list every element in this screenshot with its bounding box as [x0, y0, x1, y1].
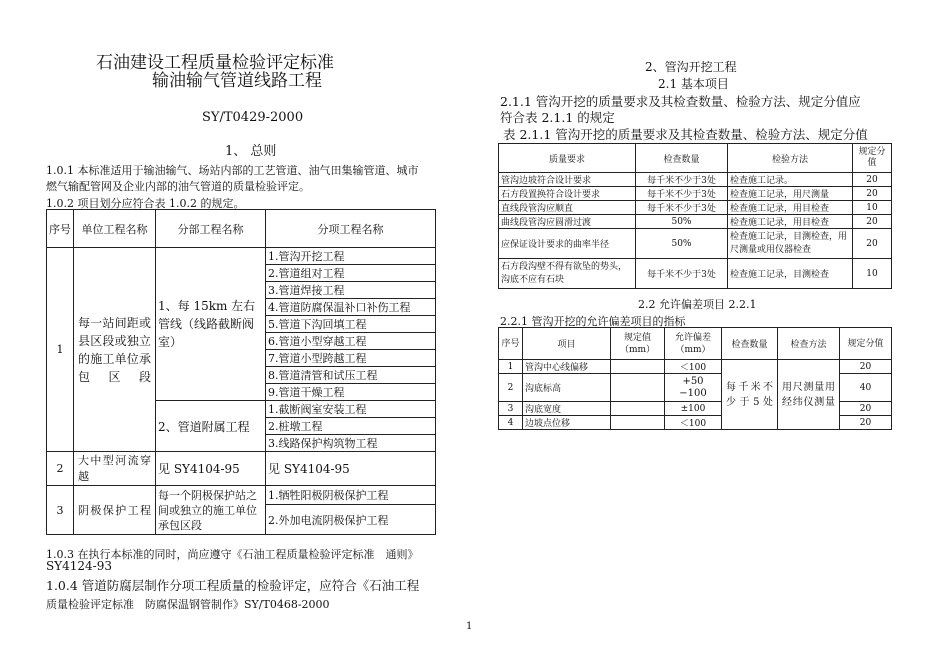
t1-cell: 50% — [636, 229, 728, 259]
t1-header: 质量要求 — [499, 144, 636, 173]
row1-item: 3.线路保护构筑物工程 — [266, 435, 436, 452]
para-1-0-3-a: 1.0.3 在执行本标准的同时，尚应遵守《石油工程质量检验评定标准 通则》 — [46, 548, 419, 561]
para-2-1-1-a: 2.1.1 管沟开挖的质量要求及其检查数量、检验方法、规定分值应 — [500, 94, 861, 109]
t2-cell: ±100 — [665, 402, 722, 416]
t2-header: 序号 — [499, 328, 523, 360]
row1-unit: 每一站间距或县区段或独立的施工单位承包区段 — [74, 248, 156, 452]
row3-no: 3 — [47, 486, 74, 535]
para-1-0-3-b: SY4124-93 — [46, 559, 113, 573]
t1-cell: 检查施工记录，用目检查 — [728, 201, 853, 215]
t2-cell: 1 — [499, 360, 523, 374]
t2-cell: 边坡点位移 — [523, 416, 611, 430]
t1-cell: 20 — [853, 187, 892, 201]
row1-item: 2.管道组对工程 — [266, 265, 436, 282]
t2-cell: 20 — [840, 402, 892, 416]
t1-cell: 每千米不少于3处 — [636, 173, 728, 187]
t2-header: 检查方法 — [778, 328, 840, 360]
t1-header: 规定分值 — [853, 144, 892, 173]
t1-cell: 20 — [853, 229, 892, 259]
row3-unit: 阴极保护工程 — [74, 486, 156, 535]
row2-part: 见 SY4104-95 — [156, 452, 266, 486]
t2-check-count: 每千米不少于5处 — [722, 360, 778, 430]
header-no: 序号 — [47, 210, 74, 248]
table-2-1-1-caption: 表 2.1.1 管沟开挖的质量要求及其检查数量、检验方法、规定分值 — [503, 127, 868, 142]
t2-header: 规定分值 — [840, 328, 892, 360]
table-2-2-1 — [498, 327, 892, 430]
row2-no: 2 — [47, 452, 74, 486]
t2-cell — [611, 402, 665, 416]
t1-cell: 检查施工记录，用尺测量 — [728, 187, 853, 201]
row1-item: 4.管道防腐保温补口补伤工程 — [266, 299, 436, 316]
row1-part2: 2、管道附属工程 — [156, 401, 266, 452]
row3-part: 每一个阴极保护站之间或独立的施工单位承包区段 — [156, 486, 266, 535]
row3-item: 2.外加电流阴极保护工程 — [266, 505, 436, 535]
para-1-0-1-a: 1.0.1 本标准适用于输油输气、场站内部的工艺管道、油气田集输管道、城市 — [46, 164, 419, 177]
header-part: 分部工程名称 — [156, 210, 266, 248]
t1-cell: 每千米不少于3处 — [636, 187, 728, 201]
row1-item: 1.管沟开挖工程 — [266, 248, 436, 265]
row1-item: 9.管道干燥工程 — [266, 384, 436, 401]
para-1-0-1-b: 燃气输配管网及企业内部的油气管道的质量检验评定。 — [46, 180, 310, 193]
row1-item: 1.截断阀室安装工程 — [266, 401, 436, 418]
t1-cell: 曲线段管沟应圆滑过渡 — [499, 215, 636, 229]
section-heading-1: 1、 总则 — [225, 144, 277, 159]
doc-title-line1: 石油建设工程质量检验评定标准 — [96, 53, 334, 73]
t1-cell: 10 — [853, 259, 892, 289]
t2-header: 项目 — [523, 328, 611, 360]
t2-cell: 管沟中心线偏移 — [523, 360, 611, 374]
t2-cell — [611, 416, 665, 430]
row1-item: 3.管道焊接工程 — [266, 282, 436, 299]
t1-cell: 50% — [636, 215, 728, 229]
t2-cell: 2 — [499, 374, 523, 402]
para-2-2-1: 2.2.1 管沟开挖的允许偏差项目的指标 — [500, 315, 686, 328]
t1-cell: 检查施工记录，目测检查，用尺测量或用仪器检查 — [728, 229, 853, 259]
doc-title-line2: 输油输气管道线路工程 — [152, 71, 322, 91]
t2-cell: 沟底宽度 — [523, 402, 611, 416]
t2-check-method: 用尺测量用经纬仪测量 — [778, 360, 840, 430]
t2-cell — [611, 374, 665, 402]
section-heading-2: 2、管沟开挖工程 — [645, 60, 737, 74]
row1-item: 6.管道小型穿越工程 — [266, 333, 436, 350]
t1-header: 检查数量 — [636, 144, 728, 173]
t1-cell: 检查施工记录，目测检查 — [728, 259, 853, 289]
header-item: 分项工程名称 — [266, 210, 436, 248]
header-unit: 单位工程名称 — [74, 210, 156, 248]
t1-cell: 10 — [853, 201, 892, 215]
subsection-2-2: 2.2 允许偏差项目 2.2.1 — [638, 298, 757, 311]
t1-cell: 应保证设计要求的曲率半径 — [499, 229, 636, 259]
t2-cell: 3 — [499, 402, 523, 416]
t2-cell: ＜100 — [665, 416, 722, 430]
t1-cell: 管沟边坡符合设计要求 — [499, 173, 636, 187]
table-2-1-1 — [498, 143, 892, 289]
t1-header: 检验方法 — [728, 144, 853, 173]
t2-header: 规定值（mm） — [611, 328, 665, 360]
t1-cell: 20 — [853, 215, 892, 229]
t2-cell: 20 — [840, 360, 892, 374]
t2-cell — [611, 360, 665, 374]
t1-cell: 直线段管沟应顺直 — [499, 201, 636, 215]
t1-cell: 每千米不少于3处 — [636, 259, 728, 289]
t1-cell: 石方段置换符合设计要求 — [499, 187, 636, 201]
row2-item: 见 SY4104-95 — [266, 452, 436, 486]
t1-cell: 石方段沟壁不得有欲坠的势头，沟底不应有石块 — [499, 259, 636, 289]
row1-item: 5.管道下沟回填工程 — [266, 316, 436, 333]
row1-item: 8.管道清管和试压工程 — [266, 367, 436, 384]
row1-no: 1 — [47, 248, 74, 452]
t2-cell: +50 −100 — [665, 374, 722, 402]
project-division-table — [46, 209, 436, 535]
t1-cell: 20 — [853, 173, 892, 187]
row2-unit: 大中型河流穿越 — [74, 452, 156, 486]
row3-item: 1.牺牲阳极阴极保护工程 — [266, 486, 436, 505]
t2-cell: ＜100 — [665, 360, 722, 374]
para-2-1-1-b: 符合表 2.1.1 的规定 — [500, 110, 615, 125]
row1-item: 7.管道小型跨越工程 — [266, 350, 436, 367]
t2-cell: 20 — [840, 416, 892, 430]
t2-cell: 4 — [499, 416, 523, 430]
t2-header: 允许偏差（mm） — [665, 328, 722, 360]
t1-cell: 每千米不少于3处 — [636, 201, 728, 215]
t1-cell: 检查施工记录，用目检查 — [728, 215, 853, 229]
standard-code: SY/T0429-2000 — [202, 110, 304, 125]
t2-cell: 40 — [840, 374, 892, 402]
t2-cell: 沟底标高 — [523, 374, 611, 402]
row1-part1: 1、每 15km 左右管线（线路截断阀室） — [156, 248, 266, 401]
para-1-0-2: 1.0.2 项目划分应符合表 1.0.2 的规定。 — [46, 197, 245, 210]
t1-cell: 检查施工记录。 — [728, 173, 853, 187]
row1-item: 2.桩墩工程 — [266, 418, 436, 435]
page-number: 1 — [466, 621, 473, 632]
t2-header: 检查数量 — [722, 328, 778, 360]
para-1-0-4-a: 1.0.4 管道防腐层制作分项工程质量的检验评定，应符合《石油工程 — [46, 578, 420, 593]
para-1-0-4-b: 质量检验评定标准 防腐保温钢管制作》SY/T0468-2000 — [46, 598, 330, 611]
subsection-2-1: 2.1 基本项目 — [658, 77, 729, 91]
